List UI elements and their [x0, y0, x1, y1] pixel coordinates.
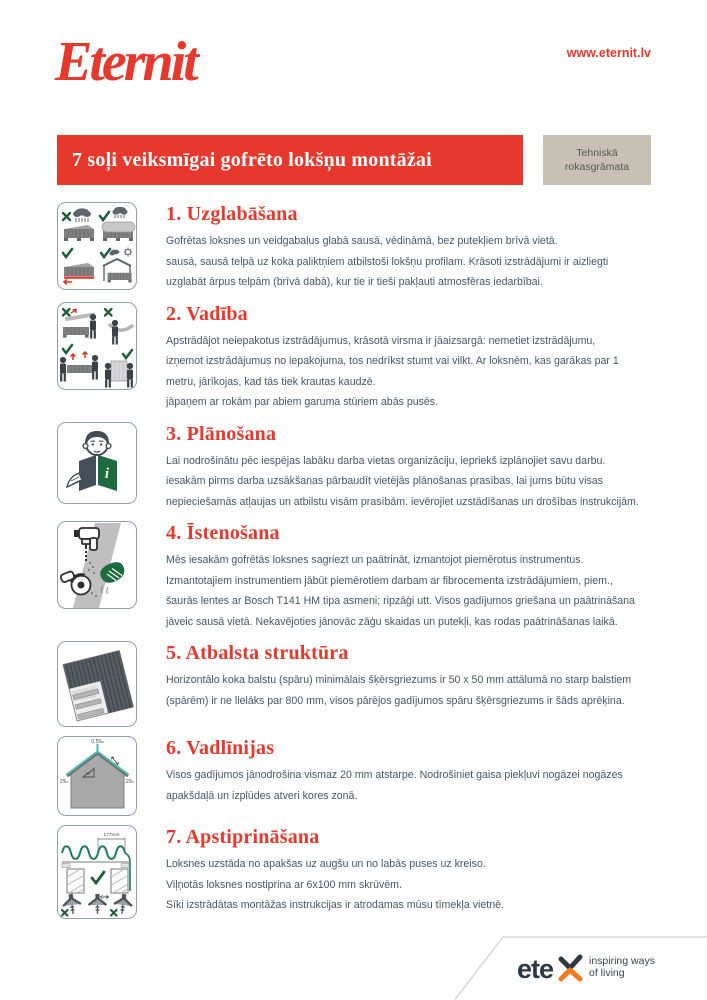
- body-line: jāveic sausā vietā. Nekavējoties jānovāc zāģu skaidas un putekļi, kas rodas paātrināšanas laikā.: [166, 615, 618, 628]
- body-line: jāpaņem ar rokām par abiem garuma stūriem abās pusēs.: [166, 396, 439, 408]
- roof-structure-icon: [57, 641, 137, 727]
- body-line: Gofrētas loksnes un veidgabalus glabā sausā, vēdināmā, bez putekļiem brīvā vietā.: [166, 235, 558, 247]
- section-content: [166, 641, 631, 727]
- section-content: [166, 736, 623, 816]
- section-content: [166, 422, 639, 513]
- storage-pallets-icon: [57, 202, 137, 290]
- section-title: 7. Apstiprināšana: [166, 826, 320, 848]
- eternit-logo: Eternit: [55, 31, 196, 93]
- body-line: Izmantotajiem instrumentiem jābūt piemērotiem darbam ar fibrocementa izstrādājumiem, piem.,: [166, 574, 613, 587]
- section-handling: [57, 302, 651, 413]
- section-title: 4. Īstenošana: [166, 522, 280, 544]
- body-line: Viļņotās loksnes nostiprina ar 6x100 mm skrūvēm.: [166, 878, 402, 891]
- body-line: šaurās lentes ar Bosch T141 HM tipa asmeni; ripzāģi utt. Visos gadījumos griešana un paātrināšana: [166, 595, 635, 607]
- section-content: [166, 825, 504, 919]
- body-line: sausā, sausā telpā uz koka paliktņiem atbilstoši lokšņu profilam. Krāsoti izstrādājumi ir aizliegti: [166, 255, 609, 268]
- body-line: Apstrādājot neiepakotus izstrādājumus, krāsotā virsma ir jāaizsargā: nemetiet izstrādājumu,: [166, 334, 596, 347]
- etex-tagline-line2: of living: [589, 967, 625, 979]
- technical-manual-badge: [543, 135, 651, 185]
- left-slope-label: 2‰: [59, 778, 68, 785]
- right-slope-label: 2‰: [125, 778, 134, 785]
- section-content: [166, 202, 608, 293]
- section-title: 6. Vadlīnijas: [166, 737, 275, 759]
- body-line: iesakām pirms darba uzsākšanas pārbaudīt vietējās plānošanas prasības, lai jums būtu visas: [166, 475, 603, 487]
- body-line: Horizontālo koka balstu (spāru) minimālais šķērsgriezums ir 50 x 50 mm attālumā no starp balstiem: [166, 674, 632, 686]
- planning-manual-icon: [57, 422, 137, 504]
- body-line: metru, jārīkojas, kad tās tiek krautas kaudzē.: [166, 375, 376, 388]
- cutting-tools-icon: [57, 521, 137, 609]
- body-line: izņemot izstrādājumus no iepakojuma, tos nedrīkst stumt vai vilkt. Ar loksnēm, kas garākas par 1: [166, 355, 619, 367]
- page-title: 7 soļi veiksmīgai gofrēto lokšņu montāžai: [57, 135, 523, 185]
- steps-list: [57, 202, 651, 919]
- section-support-structure: [57, 641, 651, 727]
- footer-panel: [455, 936, 707, 1000]
- body-line: apakšdaļā un izplūdes atveri kores zonā.: [166, 789, 358, 802]
- section-storage: [57, 202, 651, 293]
- section-content: [166, 302, 619, 413]
- handling-workers-icon: [57, 302, 137, 390]
- sheet-fixing-icon: [57, 825, 137, 919]
- header: [0, 0, 707, 135]
- section-guidelines: [57, 736, 651, 816]
- min-angle-label: ≥5°: [84, 770, 92, 776]
- wave-pitch-label: 177mm: [103, 832, 119, 838]
- body-line: Loksnes uzstāda no apakšas uz augšu un no labās puses uz kreiso.: [166, 858, 486, 870]
- website-link[interactable]: www.eternit.lv: [566, 46, 651, 60]
- roof-slope-diagram-icon: [57, 736, 137, 816]
- body-line: nepieciešamās atļaujas un atbilstu visām prasībām. ievērojiet uzstādīšanas un drošības instrukcijām.: [166, 495, 639, 508]
- body-line: Visos gadījumos jānodrošina vismaz 20 mm atstarpe. Nodrošiniet gaisa piekļuvi nogāzei nogāzes: [166, 769, 623, 781]
- section-title: 2. Vadība: [166, 302, 248, 325]
- section-title: 5. Atbalsta struktūra: [166, 642, 349, 664]
- etex-tagline-line1: inspiring ways: [589, 955, 655, 967]
- badge-line1: Tehniskā: [576, 147, 618, 159]
- section-title: 1. Uzglabāšana: [166, 203, 298, 225]
- svg-text:i: i: [104, 466, 109, 482]
- body-line: Sīki izstrādātas montāžas instrukcijas ir atrodamas mūsu tīmekļa vietnē.: [166, 899, 504, 911]
- body-line: Mēs iesakām gofrētās loksnes sagriezt un paātrināt, izmantojot piemērotus instrumentus.: [166, 554, 584, 566]
- banner-row: [57, 135, 651, 185]
- section-execution: [57, 521, 651, 632]
- section-fixing: [57, 825, 651, 919]
- section-content: [166, 521, 635, 632]
- body-line: uzglabāt ārpus telpām (brīvā dabā), kur tie ir tieši pakļauti atmosfēras iedarbībai.: [166, 276, 543, 288]
- ridge-slope-label: 0,5‰: [90, 738, 104, 745]
- body-line: (spārēm) ir ne lielāks par 800 mm, visos pārējos gadījumos spāru šķērsgriezums ir šāds aprēķina.: [166, 694, 625, 707]
- body-line: Lai nodrošinātu pēc iespējas labāku darba vietas organizāciju, iepriekš izplānojiet savu darbu.: [166, 454, 606, 467]
- etex-wordmark: ete: [517, 954, 554, 984]
- badge-line2: rokasgrāmata: [564, 161, 630, 173]
- section-planning: [57, 422, 651, 513]
- section-title: 3. Plānošana: [166, 422, 277, 445]
